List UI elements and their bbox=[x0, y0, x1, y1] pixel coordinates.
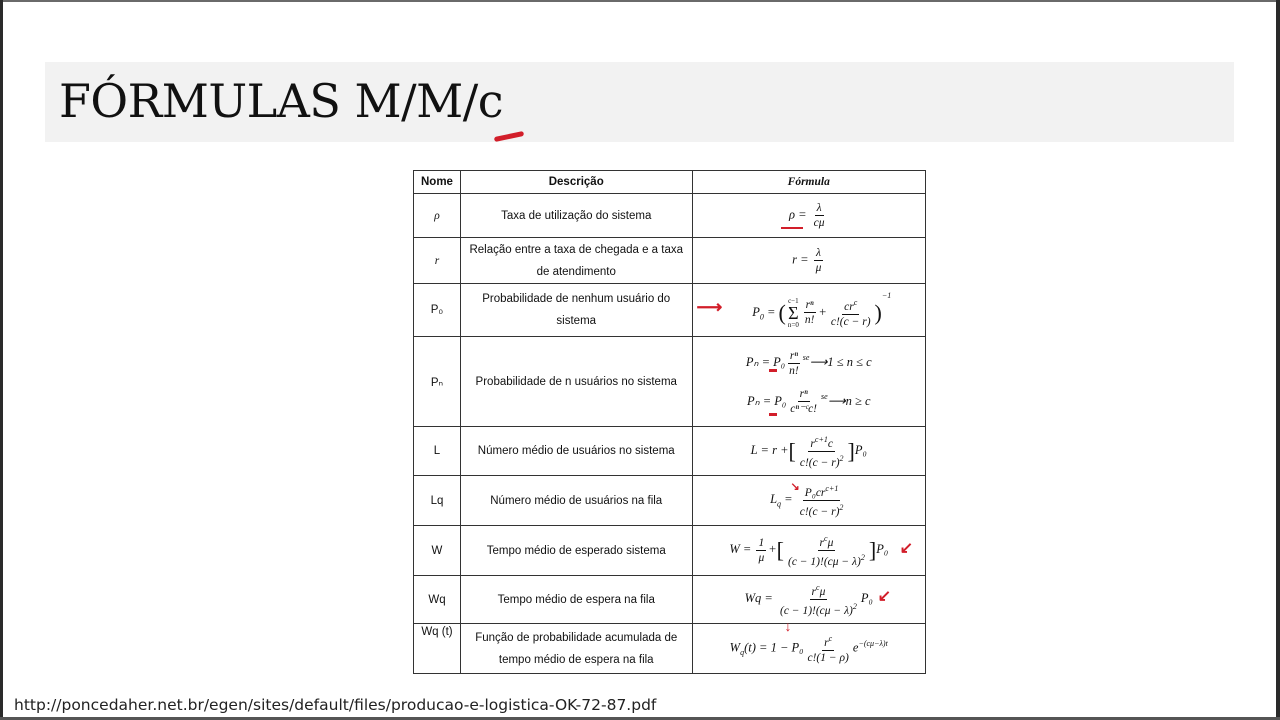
table-header-row bbox=[414, 171, 926, 194]
title-bar bbox=[45, 62, 1234, 142]
red-arrow-annotation-icon: ↓ bbox=[784, 620, 792, 635]
row-name: r bbox=[434, 254, 440, 267]
header-nome: Nome bbox=[414, 171, 461, 194]
row-description: Função de probabilidade acumulada de tempo médio de espera na fila bbox=[460, 624, 692, 674]
row-description: Taxa de utilização do sistema bbox=[460, 194, 692, 238]
row-description: Número médio de usuários na fila bbox=[460, 476, 692, 526]
red-arrow-annotation-icon: ↘ bbox=[790, 481, 800, 493]
table-row bbox=[414, 476, 926, 526]
row-name: Wq bbox=[428, 593, 446, 606]
red-mark-annotation bbox=[769, 369, 777, 372]
screen-frame-right bbox=[1276, 0, 1280, 720]
table-row bbox=[414, 337, 926, 427]
table-row bbox=[414, 576, 926, 624]
formulas-table bbox=[413, 170, 926, 674]
row-description: Tempo médio de espera na fila bbox=[460, 576, 692, 624]
table-row bbox=[414, 284, 926, 337]
header-formula: Fórmula bbox=[692, 171, 925, 194]
formula-p0: ⟶ $P_0$ = ( c−1 Σ n=0 $\frac{\text{rⁿ}}{n!}$ + $\frac{cr^c}{c!(c - r)}$ )$^{-1}$ bbox=[692, 284, 925, 337]
red-underline-annotation bbox=[781, 227, 803, 229]
row-name: L bbox=[433, 445, 441, 457]
formula-lq: $L_q$ = $\frac{P_0cr^{c+1}}{c!(c - r)^2}$ ↘ bbox=[692, 476, 925, 526]
screen-frame-left bbox=[0, 0, 3, 720]
row-description: Probabilidade de nenhum usuário do sistema bbox=[460, 284, 692, 337]
row-name: Lq bbox=[430, 494, 444, 507]
red-arrow-annotation-icon: ⟶ bbox=[696, 297, 723, 317]
slide-title: FÓRMULAS M/M/c bbox=[59, 74, 503, 128]
row-description: Relação entre a taxa de chegada e a taxa de atendimento bbox=[460, 238, 692, 284]
table-row bbox=[414, 194, 926, 238]
table-row bbox=[414, 238, 926, 284]
row-name: Wq (t) bbox=[421, 626, 453, 638]
red-arrow-annotation-icon: ↙ bbox=[899, 540, 913, 557]
formula-l: L = r +[ $\frac{r^{c+1}c}{c!(c - r)^2}$ ]P₀ bbox=[692, 427, 925, 476]
red-arrow-annotation-icon: ↙ bbox=[877, 588, 891, 605]
table-row bbox=[414, 427, 926, 476]
formula-rho: ρ = $\frac{\lambda}{c\mu}$ bbox=[692, 194, 925, 238]
row-name: ρ bbox=[434, 209, 440, 222]
row-description: Probabilidade de n usuários no sistema bbox=[460, 337, 692, 427]
source-link[interactable]: http://poncedaher.net.br/egen/sites/default/files/producao-e-logistica-OK-72-87.pdf bbox=[14, 696, 657, 714]
formula-wqt: $W_q(t) = 1 - P_0$ $\frac{r^c}{c!(1 - \rho)}$ $e^{-(c\mu-\lambda)t}$ ↓ bbox=[692, 624, 925, 674]
formula-wq: Wq = $\frac{r^c\mu}{(c - 1)!(c\mu - \lambda)^2}$ P₀ ↙ bbox=[692, 576, 925, 624]
row-name: Pₙ bbox=[430, 376, 444, 389]
row-name: W bbox=[431, 544, 443, 557]
red-mark-annotation bbox=[769, 413, 777, 416]
screen-frame-top bbox=[0, 0, 1280, 2]
row-description: Número médio de usuários no sistema bbox=[460, 427, 692, 476]
table-row bbox=[414, 624, 926, 674]
header-descricao: Descrição bbox=[460, 171, 692, 194]
row-name: P₀ bbox=[430, 304, 444, 316]
formula-w: W = $\frac{1}{\mu}$ +[ $\frac{r^c\mu}{(c - 1)!(c\mu - \lambda)^2}$ ]P₀ ↙ bbox=[692, 526, 925, 576]
formula-r: r = $\frac{\lambda}{\mu}$ bbox=[692, 238, 925, 284]
row-description: Tempo médio de esperado sistema bbox=[460, 526, 692, 576]
formula-pn: Pₙ = P₀ $\frac{\text{rⁿ}}{n!}$ $^{se}$⟶1 ≤ n ≤ c Pₙ = P₀ $\frac{\text{rⁿ}}{\text{cⁿ⁻ᶜc!}}$ $^{se}$⟶n ≥ c bbox=[692, 337, 925, 427]
table-row bbox=[414, 526, 926, 576]
